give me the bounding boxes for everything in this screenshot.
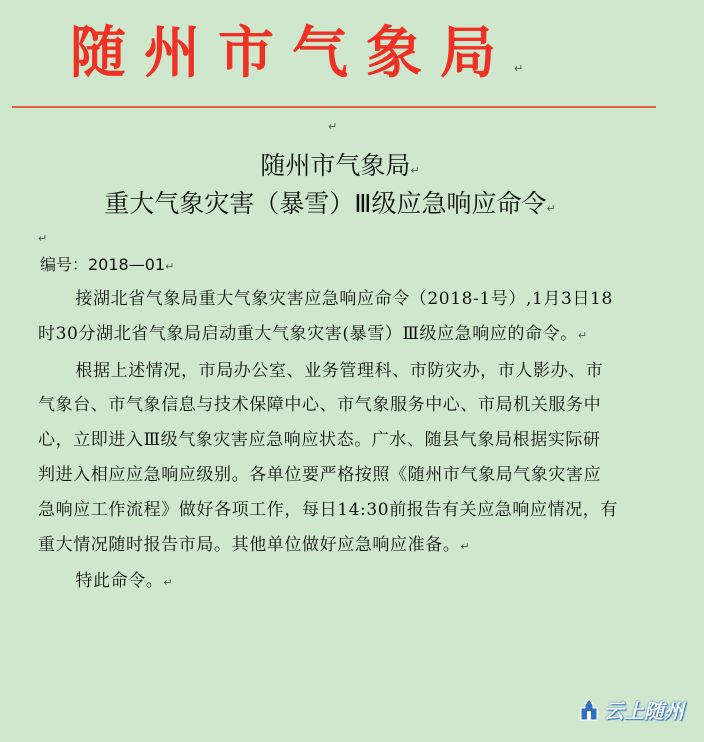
paragraph-mark-icon: ↵: [328, 120, 338, 133]
paragraph-mark-icon: ↵: [163, 576, 173, 590]
body-paragraph: 特此命令。↵: [75, 571, 173, 592]
issuer-name: 随州市气象局: [70, 21, 514, 86]
paragraph-mark-icon: ↵: [38, 232, 48, 245]
body-paragraph: 根据上述情况，市局办公室、业务管理科、市防灾办，市人影办、市气象台、市气象信息与技术保障中心、市气象服务中心、市局机关服务中心，立即进入Ⅲ级气象灾害应急响应状态。广水、随县气象局根据实际研判进入相应应急响应级别。各单位要严格按照《随州市气象局气象灾害应急响应工作流程》做好各项工作，每日14:30前报告有关应急响应情况，有重大情况随时报告市局。其他单位做好应急响应准备。↵: [38, 360, 618, 555]
paragraph-mark-icon: ↵: [410, 164, 420, 177]
document-body: [38, 282, 618, 601]
paragraph-mark-icon: ↵: [514, 62, 524, 75]
watermark-logo: [578, 695, 684, 724]
document-header: [70, 18, 523, 105]
body-paragraph: 接湖北省气象局重大气象灾害应急响应命令（2018-1号）,1月3日18时30分湖北省气象局启动重大气象灾害(暴雪）Ⅲ级应急响应的命令。↵: [38, 289, 613, 344]
document-title-line-1: 随州市气象局↵: [260, 151, 420, 180]
document-number: 编号：2018—01↵: [40, 255, 175, 274]
paragraph-mark-icon: ↵: [546, 202, 556, 215]
red-divider-line: [12, 106, 656, 108]
paragraph-mark-icon: ↵: [577, 328, 588, 342]
document-title-line-2: 重大气象灾害（暴雪）Ⅲ级应急响应命令↵: [104, 189, 556, 218]
paragraph-mark-icon: ↵: [165, 260, 175, 273]
watermark-text: 云上随州: [604, 699, 684, 723]
paragraph-mark-icon: ↵: [460, 539, 470, 553]
city-tower-icon: [578, 698, 600, 722]
